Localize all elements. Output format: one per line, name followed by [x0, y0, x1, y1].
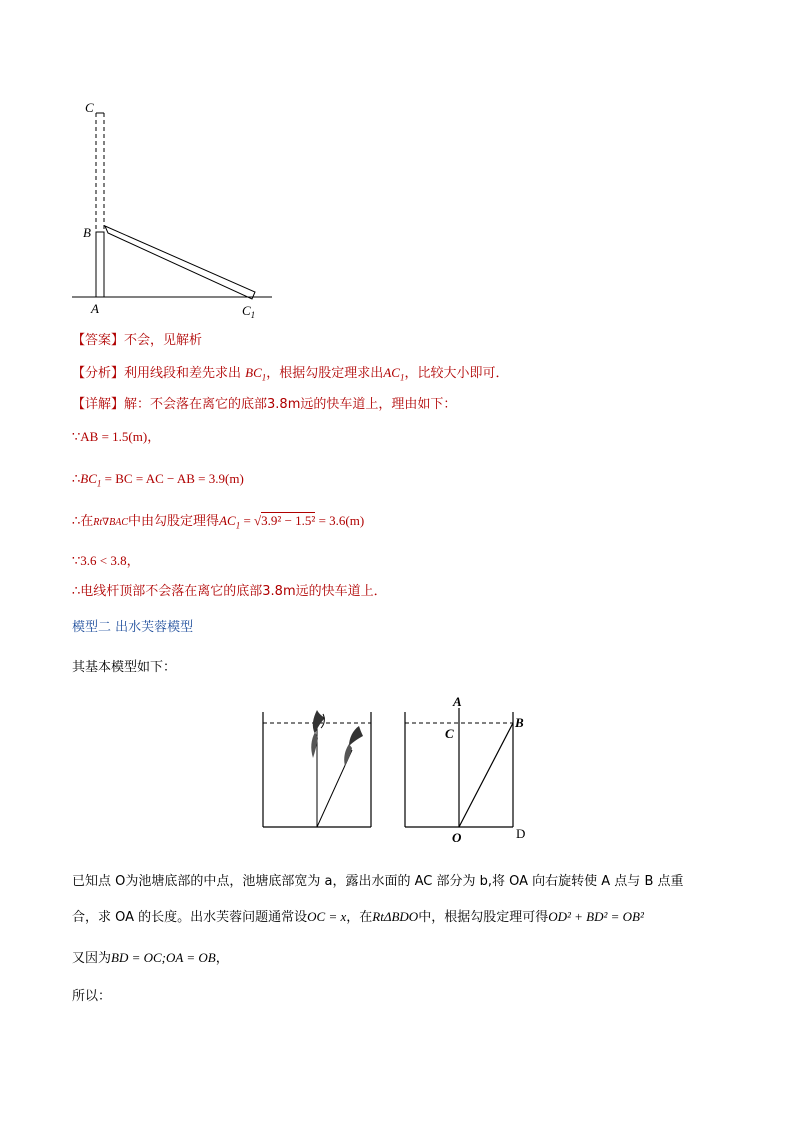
- answer-tag: 【答案】: [72, 333, 125, 348]
- label-c: C: [445, 726, 454, 741]
- answer-text: 不会，见解析: [124, 333, 203, 348]
- section-intro: 其基本模型如下：: [72, 660, 177, 675]
- sqrt-expression: √3.9² − 1.5²: [254, 513, 316, 528]
- label-o: O: [452, 830, 462, 845]
- analysis-tag: 【分析】: [72, 366, 125, 381]
- body-line-2: 合，求 OA 的长度。出水芙蓉问题通常设OC = x，在RtΔBDO中，根据勾股定理可得OD² + BD² = OB²: [72, 909, 644, 925]
- label-d: D: [516, 826, 526, 841]
- step-3: ∴在Rt∇BAC中由勾股定理得$AC_1 = √3.9^2 - 1.5^2 = 3.6(m)$: [72, 513, 365, 531]
- step-1: ∵AB = 1.5(m)，: [72, 429, 161, 445]
- label-b: B: [515, 715, 524, 730]
- answer-line: [72, 332, 202, 350]
- lotus-model-figure: [255, 692, 540, 847]
- pole-figure: [60, 95, 290, 325]
- step-5: ∴电线杆顶部不会落在离它的底部3.8m远的快车道上．: [72, 584, 387, 599]
- lotus-flower-tilted-icon: [344, 726, 363, 766]
- label-c: C: [85, 100, 94, 115]
- label-c1: $C_1$: [242, 303, 256, 320]
- body-line-1: 已知点 O为池塘底部的中点，池塘底部宽为 a，露出水面的 AC 部分为 b,将 OA 向右旋转使 A 点与 B 点重: [72, 874, 684, 889]
- detail-text: 解：不会落在离它的底部3.8m远的快车道上，理由如下：: [124, 397, 457, 412]
- section-heading: 模型二 出水芙蓉模型: [72, 620, 194, 635]
- label-a: A: [453, 694, 462, 709]
- step-2: $\therefore BC_1$ = BC = AC − AB = 3.9(m): [72, 471, 244, 489]
- analysis-line: 【分析】利用线段和差先求出 $BC_1$，根据勾股定理求出$AC_1$，比较大小即可．: [72, 365, 509, 383]
- label-a: A: [91, 301, 99, 316]
- body-line-3: 又因为BD = OC;OA = OB，: [72, 950, 229, 966]
- fallen-pole: [105, 226, 255, 299]
- label-b: B: [83, 225, 91, 240]
- lotus-flower-icon: [311, 710, 325, 758]
- segment-bc1: $BC_1$: [245, 365, 267, 383]
- body-line-4: 所以：: [72, 989, 112, 1004]
- pole-base: [96, 232, 104, 297]
- segment-ob: [459, 723, 513, 827]
- segment-ac1: $AC_1$: [383, 365, 405, 383]
- detail-line: [72, 396, 456, 414]
- detail-tag: 【详解】: [72, 397, 125, 412]
- step-4: ∵3.6 < 3.8，: [72, 553, 140, 569]
